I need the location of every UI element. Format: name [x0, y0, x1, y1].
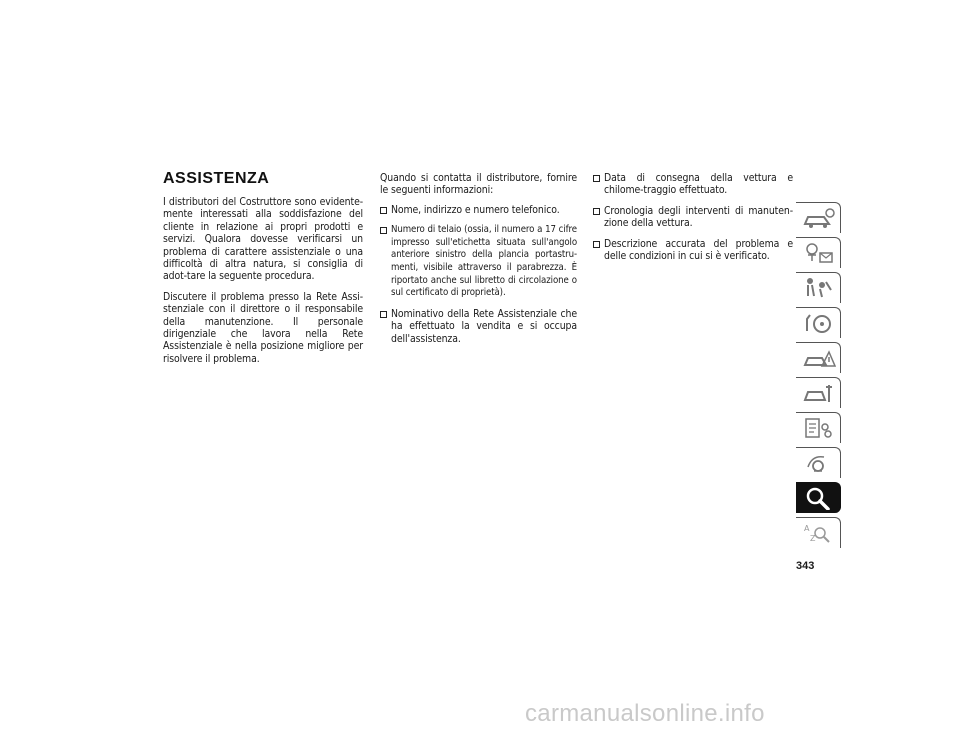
- column-1: [163, 196, 363, 365]
- checkbox-bullet-icon: [380, 227, 387, 234]
- svg-text:Z: Z: [810, 534, 816, 543]
- multimedia-icon: [802, 451, 836, 475]
- list-item: Data di consegna della vettura e chilome-traggio effettuato.: [593, 172, 793, 197]
- svg-text:A: A: [804, 524, 810, 533]
- paragraph-1: I distributori del Costruttore sono evidente-mente interessati alla soddisfazione del cliente in relazione ai propri prodotti e servizi. Qualora dovesse verificarsi un problema di carattere assistenziale o una difficoltà di altra natura, si consiglia di adot-tare la seguente procedura.: [163, 196, 363, 283]
- search-index-icon: [802, 486, 836, 510]
- list-item: Nome, indirizzo e numero telefonico.: [380, 204, 577, 216]
- checkbox-bullet-icon: [593, 208, 600, 215]
- page-number: 343: [796, 560, 815, 572]
- emergency-icon: [802, 346, 836, 370]
- checkbox-bullet-icon: [593, 241, 600, 248]
- column-2: [380, 172, 577, 353]
- info-intro: Quando si contatta il distributore, fornire le seguenti informazioni:: [380, 172, 577, 197]
- chapter-tabs: [796, 202, 841, 552]
- list-item: Nominativo della Rete Assistenziale che ha effettuato la vendita e si occupa dell'assistenza.: [380, 308, 577, 345]
- list-item: Numero di telaio (ossia, il numero a 17 cifre impresso sull'etichetta situata sull'angolo anteriore sinistro della plancia portastru-menti, visibile attraverso il parabrezza. È riportato anche sul libretto di circolazione o sul certificato di proprietà).: [380, 224, 577, 300]
- tab-car-info[interactable]: [796, 202, 841, 233]
- checkbox-bullet-icon: [380, 311, 387, 318]
- checkbox-bullet-icon: [380, 207, 387, 214]
- tab-maintenance[interactable]: [796, 377, 841, 408]
- tab-technical-specs[interactable]: [796, 412, 841, 443]
- checkbox-bullet-icon: [593, 175, 600, 182]
- driving-icon: [802, 311, 836, 335]
- maintenance-icon: [802, 381, 836, 405]
- tab-warning-lights[interactable]: [796, 237, 841, 268]
- section-title: ASSISTENZA: [163, 170, 270, 187]
- tab-driving[interactable]: [796, 307, 841, 338]
- list-item: Cronologia degli interventi di manuten-zione della vettura.: [593, 205, 793, 230]
- tab-emergency[interactable]: [796, 342, 841, 373]
- info-list: [380, 204, 577, 345]
- tab-search-index[interactable]: [796, 482, 841, 513]
- column-3: [593, 172, 793, 270]
- warning-lights-icon: [802, 241, 836, 265]
- watermark: carmanualsonline.info: [525, 700, 765, 727]
- safety-icon: [802, 276, 836, 300]
- paragraph-2: Discutere il problema presso la Rete Assi-stenziale con il direttore o il responsabile della manutenzione. Il personale dirigenziale che lavora nella Rete Assistenziale è nella posizione migliore per risolvere il problema.: [163, 290, 363, 365]
- car-info-icon: [802, 206, 836, 230]
- tab-multimedia[interactable]: [796, 447, 841, 478]
- tab-language-index[interactable]: [796, 517, 841, 548]
- info-list-continued: [593, 172, 793, 262]
- language-index-icon: [802, 521, 836, 545]
- technical-specs-icon: [802, 416, 836, 440]
- tab-safety[interactable]: [796, 272, 841, 303]
- list-item: Descrizione accurata del problema e delle condizioni in cui si è verificato.: [593, 238, 793, 263]
